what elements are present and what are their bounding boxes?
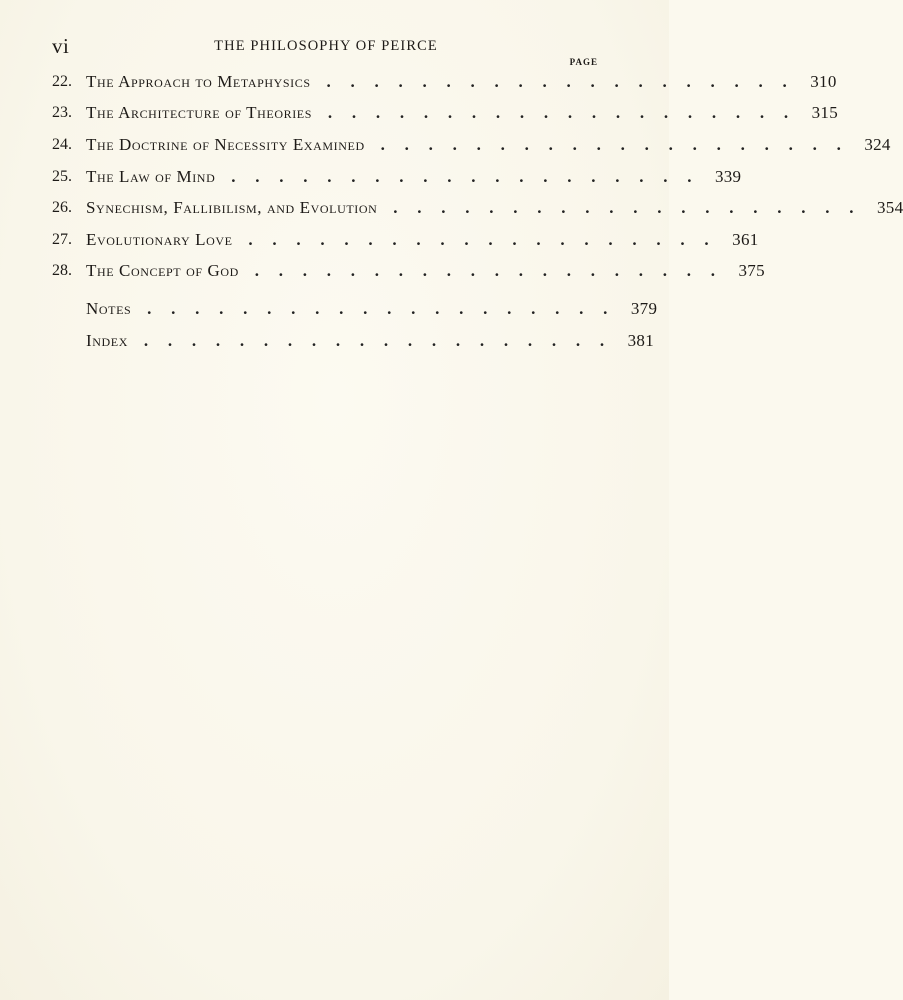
dot-leader: .................... bbox=[231, 166, 692, 186]
chapter-number: 25. bbox=[52, 167, 72, 185]
chapter-title: The Law of Mind bbox=[86, 166, 216, 186]
chapter-title: The Doctrine of Necessity Examined bbox=[86, 134, 365, 154]
running-head bbox=[52, 34, 600, 58]
chapter-number: 24. bbox=[52, 135, 72, 153]
page-column-label: PAGE bbox=[569, 57, 598, 67]
toc-entry bbox=[52, 293, 658, 325]
chapter-number: 27. bbox=[52, 230, 72, 248]
toc-entry bbox=[52, 98, 839, 130]
page-number: 339 bbox=[714, 166, 742, 186]
dot-leader: .................... bbox=[393, 198, 854, 218]
dot-leader: .................... bbox=[248, 229, 709, 249]
page-number: 324 bbox=[864, 134, 891, 154]
page-number: 361 bbox=[732, 229, 759, 249]
chapter-number: 23. bbox=[52, 104, 72, 122]
toc-entry bbox=[52, 192, 903, 224]
dot-leader: .................... bbox=[254, 261, 716, 281]
running-title: THE PHILOSOPHY OF PEIRCE bbox=[214, 38, 438, 54]
chapter-title: The Concept of God bbox=[86, 261, 239, 281]
section-title: Index bbox=[86, 330, 128, 350]
chapter-title: Synechism, Fallibilism, and Evolution bbox=[86, 198, 378, 218]
section-title: Notes bbox=[86, 298, 132, 318]
page-number: 375 bbox=[738, 261, 765, 281]
page-number: 315 bbox=[811, 103, 839, 123]
dot-leader: .................... bbox=[327, 103, 789, 123]
dot-leader: .................... bbox=[143, 330, 605, 350]
dot-leader: .................... bbox=[380, 134, 841, 154]
page-number: 354 bbox=[877, 198, 903, 218]
chapter-number: 26. bbox=[52, 199, 72, 217]
chapter-number: 22. bbox=[52, 72, 72, 90]
page-folio: vi bbox=[52, 34, 70, 58]
toc-entry bbox=[52, 325, 654, 357]
toc-entry bbox=[52, 224, 759, 256]
page-number: 310 bbox=[810, 71, 837, 91]
table-of-contents bbox=[52, 66, 903, 356]
chapter-title: The Approach to Metaphysics bbox=[86, 71, 311, 91]
chapter-number: 28. bbox=[52, 262, 72, 280]
chapter-title: The Architecture of Theories bbox=[86, 103, 313, 123]
toc-entry bbox=[52, 256, 765, 288]
toc-entry bbox=[52, 161, 742, 193]
toc-entry bbox=[52, 129, 891, 161]
page-number: 381 bbox=[627, 330, 654, 350]
chapter-title: Evolutionary Love bbox=[86, 229, 233, 249]
dot-leader: .................... bbox=[147, 298, 608, 318]
page-number: 379 bbox=[630, 298, 658, 318]
dot-leader: .................... bbox=[326, 71, 787, 91]
toc-entry bbox=[52, 66, 837, 98]
